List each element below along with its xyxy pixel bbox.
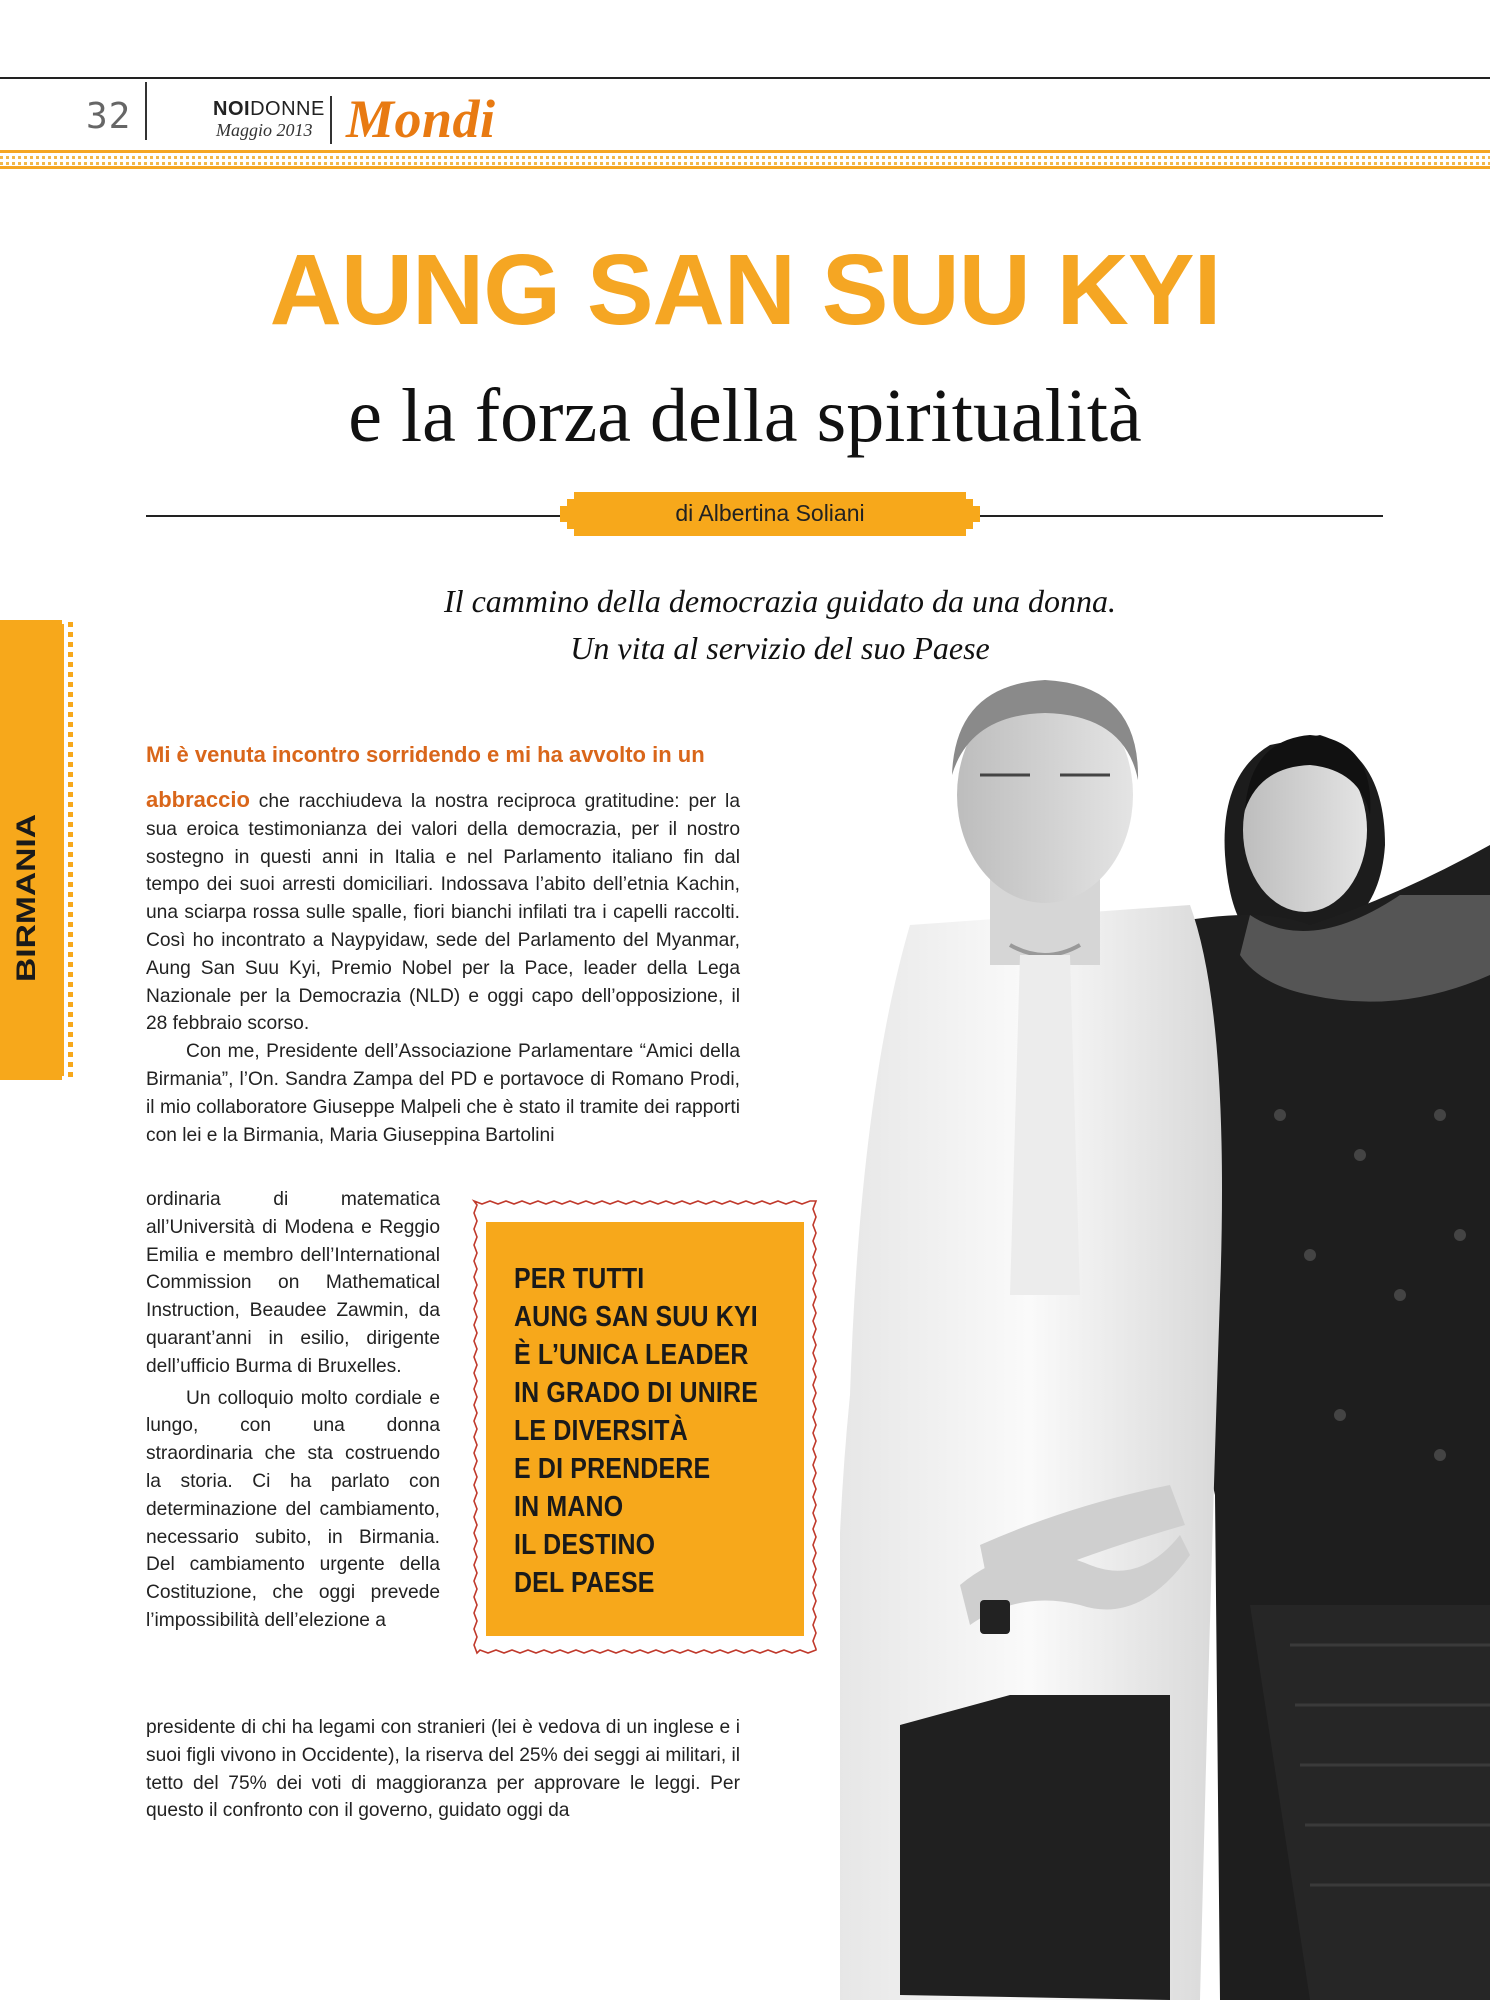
article-title: AUNG SAN SUU KYI: [269, 234, 1221, 346]
pull-quote-line: PER TUTTI: [514, 1263, 645, 1295]
woman-left: [840, 680, 1222, 2000]
paragraph-2-narrow: ordinaria di matematica all’Università di Modena e Reggio Emilia e membro dell’International Commission on Mathematical Instruction, Beaudee Zawmin, da quarant’anni in esilio, dirigente dell’ufficio Burma di Bruxelles.: [146, 1189, 440, 1377]
lead-word: abbraccio: [146, 787, 250, 812]
lead-sentence: Mi è venuta incontro sorridendo e mi ha avvolto in un: [146, 742, 705, 767]
paragraph-2-wide: Con me, Presidente dell’Associazione Parlamentare “Amici della Birmania”, l’On. Sandra Zampa del PD e portavoce di Romano Prodi, il mio collaboratore Giuseppe Malpeli che è stato il tramite dei rapporti con lei e la Birmania, Maria Giuseppina Bartolini: [146, 1041, 740, 1146]
article-subtitle: e la forza della spiritualità: [348, 374, 1142, 458]
pull-quote-line: LE DIVERSITÀ: [514, 1415, 688, 1447]
paragraph-3-narrow: Un colloquio molto cordiale e lungo, con una donna straordinaria che sta costruendo la storia. Ci ha parlato con determinazione del cambiamento, necessario subito, in Birmania. Del cambiamento urgente della Costituzione, che oggi prevede l’impossibilità dell’elezione a: [146, 1387, 440, 1631]
lede-line-1: Il cammino della democrazia guidato da una donna.: [444, 583, 1116, 619]
page-number: 32: [86, 96, 132, 137]
magazine-name: [213, 98, 325, 121]
paragraph-1: [146, 786, 740, 1038]
paragraph-3-wide: presidente di chi ha legami con stranieri (lei è vedova di un inglese e i suoi figli vivono in Occidente), la riserva del 25% dei seggi ai militari, il tetto del 75% dei voti di maggioranza per approvare le leggi. Per questo il confronto con il governo, guidato oggi da: [146, 1717, 741, 1822]
pull-quote-line: IL DESTINO: [514, 1529, 656, 1561]
pull-quote-line: IN MANO: [514, 1491, 624, 1523]
decorative-header-band: [0, 150, 1490, 170]
pull-quote-line: È L’UNICA LEADER: [514, 1339, 749, 1371]
header-top-rule: [0, 77, 1490, 79]
photo-two-women: [840, 595, 1490, 2000]
section-tag: [1, 620, 79, 1080]
header-divider-2: [330, 96, 332, 144]
section-title: Mondi: [346, 89, 496, 149]
pull-quote-line: DEL PAESE: [514, 1567, 655, 1599]
pull-quote: [514, 1260, 763, 1602]
issue-date: Maggio 2013: [216, 120, 313, 140]
lede-line-2: Un vita al servizio del suo Paese: [570, 630, 990, 666]
header-divider: [145, 82, 147, 140]
body-column-top: [146, 786, 740, 1149]
pull-quote-line: IN GRADO DI UNIRE: [514, 1377, 759, 1409]
pull-quote-line: AUNG SAN SUU KYI: [514, 1301, 758, 1333]
magazine-name-bold: NOI: [213, 98, 251, 120]
section-tag-text: BIRMANIA: [11, 847, 41, 982]
byline: di Albertina Soliani: [675, 500, 865, 526]
magazine-name-thin: DONNE: [250, 98, 325, 120]
pull-quote-line: E DI PRENDERE: [514, 1453, 711, 1485]
body-column-narrow: [146, 1186, 440, 1635]
body-column-bottom: [146, 1714, 740, 1825]
paragraph-1-text: che racchiudeva la nostra reciproca gratitudine: per la sua eroica testimonianza dei valori della democrazia, per il nostro sostegno in questi anni in Italia e nel Parlamento italiano fin dal tempo dei suoi arresti domiciliari. Indossava l’abito dell’etnia Kachin, una sciarpa rossa sulle spalle, fiori bianchi infilati tra i capelli raccolti. Così ho incontrato a Naypyidaw, sede del Parlamento del Myanmar, Aung San Suu Kyi, Premio Nobel per la Pace, leader della Lega Nazionale per la Democrazia (NLD) e oggi capo dell’opposizione, il 28 febbraio scorso.: [146, 791, 740, 1035]
